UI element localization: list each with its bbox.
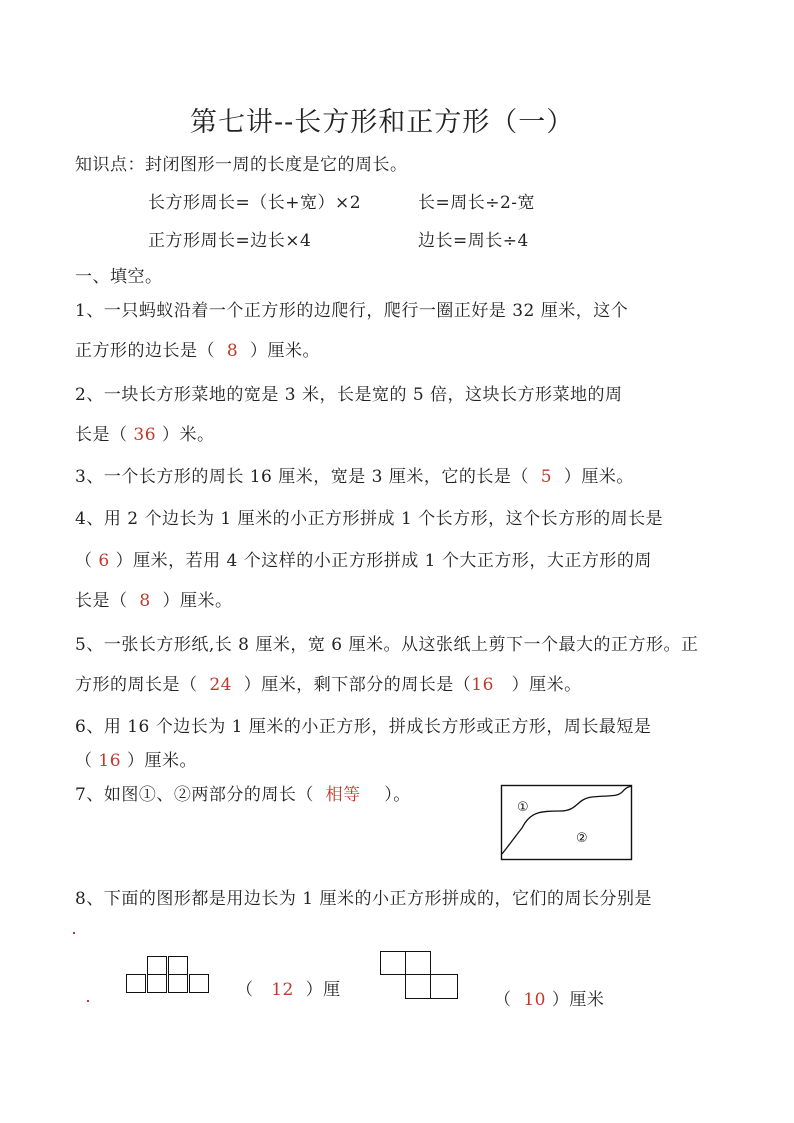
q1-answer: 8 [226, 341, 239, 361]
q7-figure-rect [502, 786, 632, 860]
grid-cell [189, 974, 209, 993]
q7-figure-divider [502, 786, 631, 854]
formula-rect-perimeter: 长方形周长=（长+宽）×2 [148, 193, 362, 213]
q4-line2: （ 6 ）厘米，若用 4 个这样的小正方形拼成 1 个大正方形，大正方形的周 [75, 551, 652, 571]
q8-figure-b [380, 951, 460, 1001]
q7-label-1: ① [517, 800, 529, 815]
q3-line: 3、一个长方形的周长 16 厘米，宽是 3 厘米，它的长是（ 5 ）厘米。 [75, 467, 634, 487]
grid-cell [168, 956, 188, 975]
q6-line2: （ 16 ）厘米。 [75, 751, 197, 771]
stray-mark [87, 1000, 89, 1002]
q8-line1: 8、下面的图形都是用边长为 1 厘米的小正方形拼成的，它们的周长分别是 [75, 889, 652, 909]
q5-answer-1: 24 [209, 675, 232, 695]
q5-line1: 5、一张长方形纸,长 8 厘米，宽 6 厘米。从这张纸上剪下一个最大的正方形。正 [75, 635, 699, 655]
grid-cell [147, 974, 167, 993]
q8-answer-b: 10 [523, 990, 546, 1010]
q4-line1: 4、用 2 个边长为 1 厘米的小正方形拼成 1 个长方形，这个长方形的周长是 [75, 509, 664, 529]
q4-line3: 长是（ 8 ）厘米。 [75, 591, 233, 611]
q4-answer-2: 8 [139, 591, 151, 611]
q7-figure [500, 784, 634, 862]
q6-answer: 16 [98, 751, 122, 771]
formula-length: 长=周长÷2-宽 [418, 193, 536, 213]
stray-mark [73, 932, 75, 934]
grid-cell [405, 951, 431, 975]
q1-line2: 正方形的边长是（ 8 ）厘米。 [75, 341, 320, 361]
q4-answer-1: 6 [98, 551, 110, 571]
grid-cell [147, 956, 167, 975]
q5-line2: 方形的周长是（ 24 ）厘米，剩下部分的周长是（16 ）厘米。 [75, 675, 582, 695]
q6-line1: 6、用 16 个边长为 1 厘米的小正方形，拼成长方形或正方形，周长最短是 [75, 717, 652, 737]
grid-cell [168, 974, 188, 993]
q5-answer-2: 16 [471, 675, 494, 695]
q7-label-2: ② [576, 831, 588, 846]
q8-answer-a-line: （ 12 ）厘 [236, 980, 341, 1000]
section-heading: 一、填空。 [75, 267, 163, 287]
knowledge-intro: 知识点：封闭图形一周的长度是它的周长。 [75, 155, 408, 175]
page-title: 第七讲--长方形和正方形（一） [190, 107, 575, 138]
grid-cell [126, 974, 146, 993]
formula-side: 边长=周长÷4 [418, 231, 529, 251]
q7-answer: 相等 [325, 785, 361, 805]
grid-cell [380, 951, 406, 975]
q7-line: 7、如图①、②两部分的周长（ 相等 ）。 [75, 785, 411, 805]
grid-cell [405, 974, 431, 999]
grid-cell [430, 974, 458, 999]
q2-line2: 长是（ 36 ）米。 [75, 425, 215, 445]
formula-square-perimeter: 正方形周长=边长×4 [148, 231, 312, 251]
q2-line1: 2、一块长方形菜地的宽是 3 米，长是宽的 5 倍，这块长方形菜地的周 [75, 385, 623, 405]
q2-answer: 36 [133, 425, 157, 445]
q8-figure-a [126, 956, 212, 996]
q3-answer: 5 [540, 467, 553, 487]
q1-line1: 1、一只蚂蚁沿着一个正方形的边爬行，爬行一圈正好是 32 厘米，这个 [75, 301, 629, 321]
q8-answer-b-line: （ 10 ）厘米 [494, 990, 605, 1010]
q8-answer-a: 12 [271, 980, 294, 1000]
